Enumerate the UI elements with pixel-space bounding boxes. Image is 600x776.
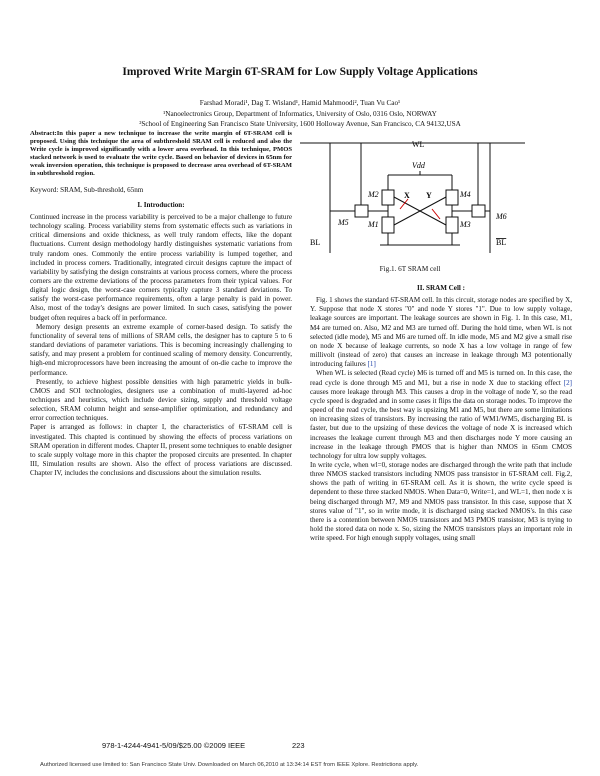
section-heading-introduction: I. Introduction: [137, 200, 185, 209]
label-m5: M5 [338, 218, 349, 227]
label-y: Y [426, 191, 432, 200]
label-m1: M1 [368, 220, 379, 229]
author-list: Farshad Moradi¹, Dag T. Wisland¹, Hamid Mahmoodi², Tuan Vu Cao¹ [199, 99, 401, 107]
label-wl: WL [412, 140, 425, 149]
sram-paragraph-2-text-b: causes more leakage through M3. This causes a drop in the voltage of node Y, so the read cycle speed is degraded and in some cases it flips the data on storage nodes. To improve the speed of the read cycle, the best way is upsizing M1 and M5, but there are some limitations on increasing sizes of transistors. By increasing the ratio of WM1/WM5, discharging BL is faster, but due to the upsizing of these devices the voltage of node X is increased which increases the leakage current through M3 and then discharges node Y more causing an increase in the leakage through PMOS that is higher than NMOS in 65nm CMOS technology for ultra low supply voltages. [310, 387, 572, 460]
footer-isbn: 978-1-4244-4941-5/09/$25.00 ©2009 IEEE [102, 741, 246, 750]
left-column [30, 130, 292, 478]
sram-cell-schematic [300, 135, 525, 263]
label-bl: BL [310, 238, 321, 247]
sram-paragraph-1 [310, 296, 572, 369]
affiliation-2: ²School of Engineering San Francisco State University, 1600 Holloway Avenue, San Francisco, CA 94132,USA [139, 120, 461, 128]
sram-paragraph-2 [310, 369, 572, 461]
intro-paragraph-3: Presently, to achieve highest possible densities with high parametric yields in bulk-CMOS and SOI technologies, designers use a combination of multi-layered ad-hoc techniques and heuristics, which include device sizing, supply and threshold voltage selection, SRAM column height and sense-amplifier optimization, and redundancy and error correction techniques. [30, 377, 292, 423]
paper-title: Improved Write Margin 6T-SRAM for Low Supply Voltage Applications [122, 66, 478, 78]
intro-paragraph-1: Continued increase in the process variability is perceived to be a major challenge to future technology scaling. Process variability stems from systematic effects such as variations in critical dimensions and oxide thickness, as well truly random effects, like the dopant fluctuations. Current design methodology hardly distinguishes systematic variations from truly random ones. Commonly the entire process variability is lumped together, and included in process corners. Traditionally, integrated circuit designs capture the impact of variability by satisfying the design constraints at various process corners, where the process corners are the extreme deviations of the process parameters from their typical values. For digital logic design, the worst-case corners typically capture 3 standard deviations. To satisfy the worst-case performance requirements, often a large penalty is paid in power. Also, most of the today's designs are power limited. In such cases, satisfying the power budget often requires a back off in performance. [30, 212, 292, 322]
label-vdd: Vdd [412, 161, 425, 170]
intro-paragraph-2: Memory design presents an extreme example of corner-based design. To satisfy the functionality of several tens of millions of SRAM cells, the designer has to capture 5 to 6 standard deviations of parameter variations. This is becoming increasingly challenging to satisfy, and may present a problem for continued scaling of memory density. Concurrently, high-end microprocessors have been increasing the amount of on-die cache to improve the performance. [30, 322, 292, 377]
section-heading-sram-cell: II. SRAM Cell : [416, 284, 466, 292]
license-notice: Authorized licensed use limited to: San Francisco State Univ. Downloaded on March 06,2010 at 13:34:14 EST from IEEE Xplore. Restrictions apply. [40, 762, 419, 768]
right-column [310, 284, 572, 543]
label-m6: M6 [496, 212, 507, 221]
citation-2[interactable]: [2] [563, 378, 572, 387]
sram-paragraph-2-text-a: When WL is selected (Read cycle) M6 is turned off and M5 is turned on. In this case, the read cycle is done through M5 and M1, but a rise in node X due to stacking effect [310, 369, 572, 387]
intro-paragraph-4: Paper is arranged as follows: in chapter I, the characteristics of 6T-SRAM cell is investigated. This chapted is continued by showing the effects of process variations on SRAM operation in different modes. Chapter II, present some techniques to enable designer to scale supply voltage more in this chapter the proposed circuits are presented. In chapter III, Simulation results are shown. Also the effect of process variations are discussed. Chapter IV, includes the conclusions and discussions about the simulation results. [30, 423, 292, 478]
label-m3: M3 [460, 220, 471, 229]
figure-caption: Fig.1. 6T SRAM cell [379, 265, 441, 273]
sram-paragraph-3: In write cycle, when wl=0, storage nodes are discharged through the write path that include three NMOS stacked transistors including NMOS pass transistor in 6T-SRAM cell. Fig.2, shows the path of writing in 6T-SRAM cell. As it is shown, the write cycle speed is dependent to these three stacked NMOS. When Data=0, Write=1, and WL=1, then node x is being discharged through M7, M9 and NMOS pass transistor. In this case, suppose that X stores value of "1", so in write mode, it is discharged using stacked NMOS's. In this case there is a contention between NMOS transistors and M3 PMOS transistor, M3 is trying to hold the stored data on node x. So, sizing the NMOS transistors plays an important role in write speed. For high enough supply voltages, using small [310, 460, 572, 543]
affiliation-1: ¹Nanoelectronics Group, Department of Informatics, University of Oslo, 0316 Oslo, NORWAY [163, 110, 437, 118]
citation-1[interactable]: [1] [367, 360, 376, 369]
abstract: Abstract:In this paper a new technique to increase the write margin of 6T-SRAM cell is proposed. Using this technique the area of subthreshold SRAM cell is reduced and also the Write cycle is improved significantly with a lower area overhead. In this technique, PMOS stacked network is used to evaluate the write cycle. Based on behavior of devices in 65nm for weak inversion operation, this technique is proposed to decrease area overhead of 6T-SRAM in subthreshold region. [30, 130, 292, 178]
label-m2: M2 [368, 190, 379, 199]
label-bl-bar: BL [496, 238, 507, 247]
sram-paragraph-1-text: Fig. 1 shows the standard 6T-SRAM cell. In this circuit, storage nodes are specified by X, Y. Suppose that node X stores "0" and node Y stores "1". Due to low supply voltage, leakage sources are important. The leakage sources are shown in Fig. 1. In this case, M1, M4 are turned on. Also, M2 and M3 are turned off. During the hold time, when WL is not selected (idle mode), M5 and M6 are turned off. In idle mode, M5 and M2 give a small rise on node X because of leakage currents, so node X has a low voltage in range of few millivolt (instead of zero) that causes an increase in leakage through M3 potentionally introducing failures [310, 296, 572, 369]
page-number: 223 [292, 741, 305, 750]
label-x: X [404, 191, 410, 200]
label-m4: M4 [460, 190, 471, 199]
keywords: Keyword: SRAM, Sub-threshold, 65nm [30, 185, 144, 194]
